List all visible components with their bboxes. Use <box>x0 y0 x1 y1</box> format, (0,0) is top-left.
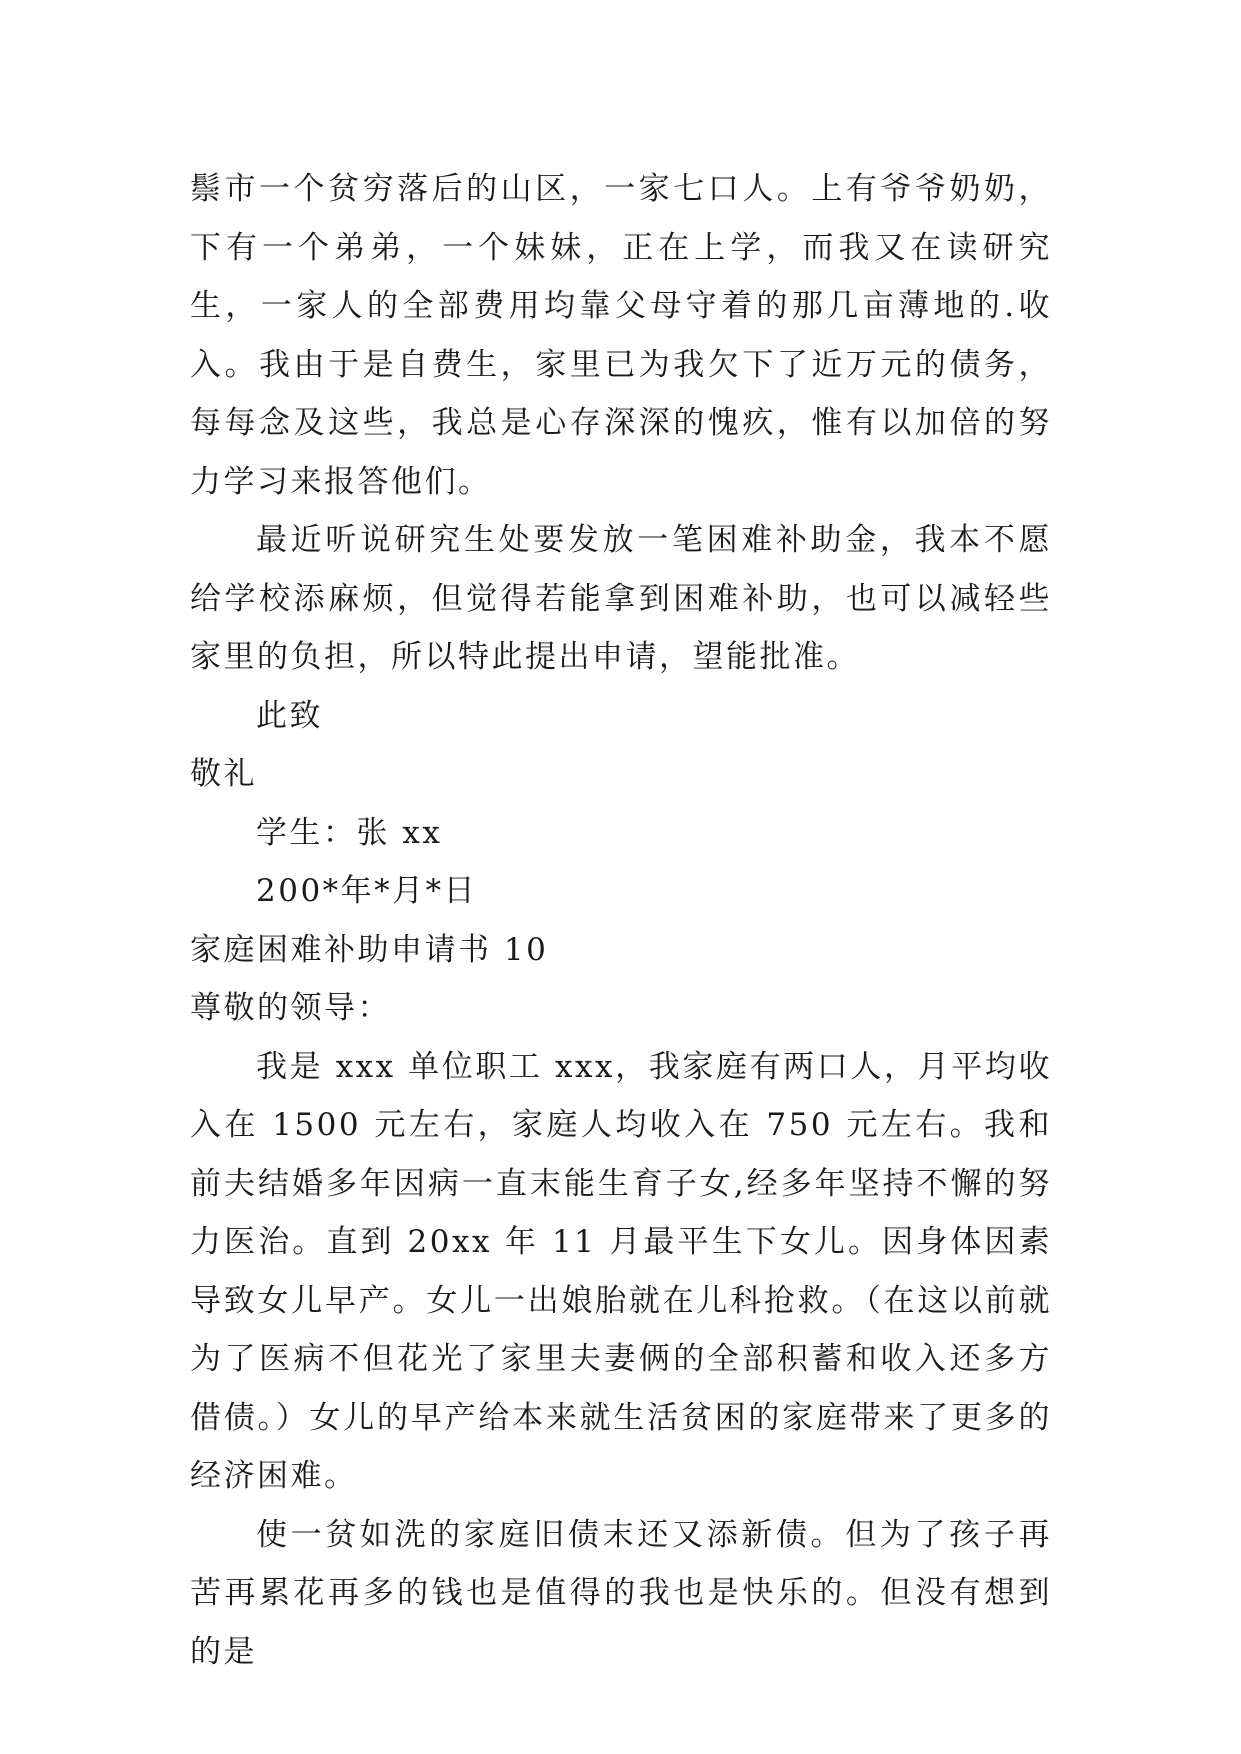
letter-greeting: 尊敬的领导： <box>190 990 391 1026</box>
closing-respect: 敬礼 <box>190 756 257 792</box>
paragraph-new-debt: 使一贫如洗的家庭旧债末还又添新债。但为了孩子再苦再累花再多的钱也是值得的我也是快乐的。但没有想到的是 <box>190 1516 1052 1670</box>
section-title: 家庭困难补助申请书 10 <box>190 931 549 968</box>
closing-salutation: 此致 <box>256 697 323 734</box>
signature-student: 学生：张 xx <box>256 814 443 851</box>
paragraph-family-situation: 鬃市一个贫穷落后的山区，一家七口人。上有爷爷奶奶，下有一个弟弟，一个妹妹，正在上学，而我又在读研究生，一家人的全部费用均靠父母守着的那几亩薄地的.收入。我由于是自费生，家里已为我欠下了近万元的债务，每每念及这些，我总是心存深深的愧疚，惟有以加倍的努力学习来报答他们。 <box>190 171 1052 500</box>
paragraph-subsidy-request: 最近听说研究生处要发放一笔困难补助金，我本不愿给学校添麻烦，但觉得若能拿到困难补助，也可以减轻些家里的负担，所以特此提出申请，望能批准。 <box>190 522 1052 675</box>
paragraph-worker-situation: 我是 xxx 单位职工 xxx，我家庭有两口人，月平均收入在 1500 元左右，家庭人均收入在 750 元左右。我和前夫结婚多年因病一直末能生育子女,经多年坚持不懈的努力医治。直到 20xx 年 11 月最平生下女儿。因身体因素导致女儿早产。女儿一出娘胎就在儿科抢救。（在这以前就为了医病不但花光了家里夫妻俩的全部积蓄和收入还多方借债。）女儿的早产给本来就生活贫困的家庭带来了更多的经济困难。 <box>190 1048 1052 1494</box>
signature-date: 200*年*月*日 <box>256 873 478 909</box>
document-body <box>190 160 1052 1681</box>
